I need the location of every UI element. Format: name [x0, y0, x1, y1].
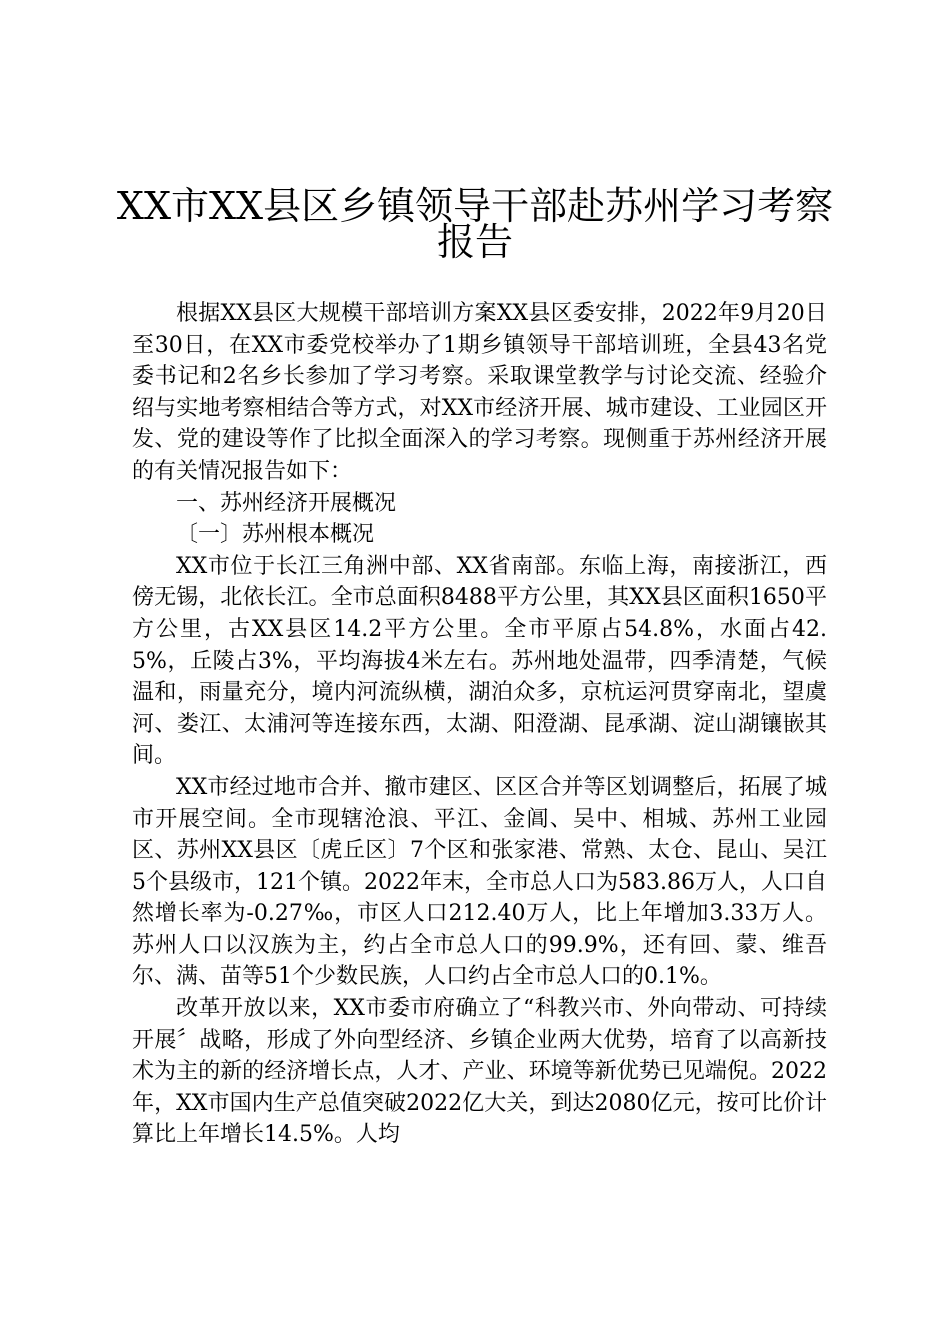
economy-paragraph: 改革开放以来，XX市委市府确立了“科教兴市、外向带动、可持续开展〞战略，形成了外向型经济、乡镇企业两大优势，培育了以高新技术为主的新的经济增长点，人才、产业、环境等新优势已见端倪。2022年，XX市国内生产总值突破2022亿大关，到达2080亿元，按可比价计算比上年增长14.5%。人均	[132, 996, 827, 1148]
geography-paragraph: XX市位于长江三角洲中部、XX省南部。东临上海，南接浙江，西傍无锡，北依长江。全市总面积8488平方公里，其XX县区面积1650平方公里，古XX县区14.2平方公里。全市平原占54.8%，水面占42.5%，丘陵占3%，平均海拔4米左右。苏州地处温带，四季清楚，气候温和，雨量充分，境内河流纵横，湖泊众多，京杭运河贯穿南北，望虞河、娄江、太浦河等连接东西，太湖、阳澄湖、昆承湖、淀山湖镶嵌其间。	[132, 553, 827, 769]
document-body	[132, 298, 827, 1151]
subsection-heading: 〔一〕苏州根本概况	[176, 522, 375, 548]
intro-paragraph: 根据XX县区大规模干部培训方案XX县区委安排，2022年9月20日至30日，在XX市委党校举办了1期乡镇领导干部培训班，全县43名党委书记和2名乡长参加了学习考察。采取课堂教学与讨论交流、经验介绍与实地考察相结合等方式，对XX市经济开展、城市建设、工业园区开发、党的建设等作了比拟全面深入的学习考察。现侧重于苏州经济开展的有关情况报告如下：	[132, 301, 827, 484]
section-heading: 一、苏州经济开展概况	[176, 490, 397, 516]
document-title-line-1: XX市XX县区乡镇领导干部赴苏州学习考察	[116, 184, 834, 228]
administration-paragraph: XX市经过地市合并、撤市建区、区区合并等区划调整后，拓展了城市开展空间。全市现辖沧浪、平江、金阊、吴中、相城、苏州工业园区、苏州XX县区〔虎丘区〕7个区和张家港、常熟、太仓、昆山、吴江5个县级市，121个镇。2022年末，全市总人口为583.86万人，人口自然增长率为-0.27‰，市区人口212.40万人，比上年增加3.33万人。苏州人口以汉族为主，约占全市总人口的99.9%，还有回、蒙、维吾尔、满、苗等51个少数民族，人口约占全市总人口的0.1%。	[132, 774, 827, 990]
document-title-line-2: 报告	[436, 220, 513, 264]
